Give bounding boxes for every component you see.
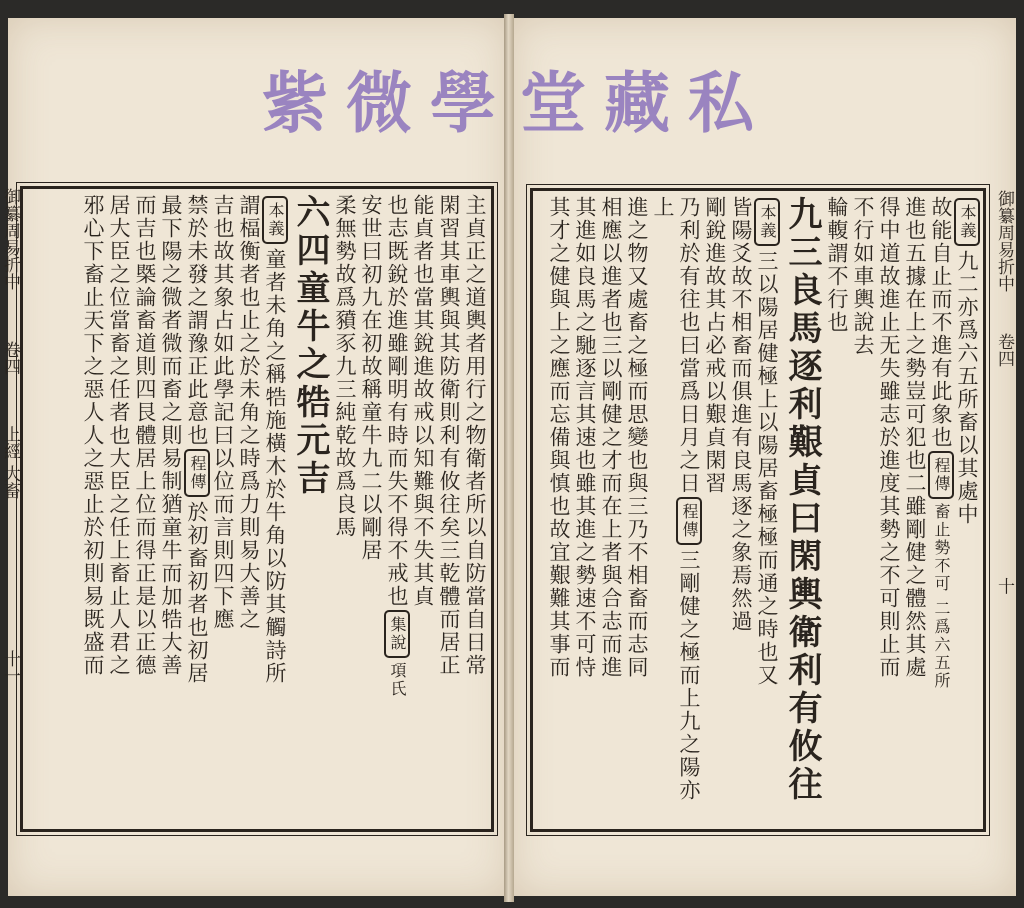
right-benyi-col-2: 皆陽爻故不相畜而俱進有良馬逐之象焉然過 [729,196,753,633]
tag-benyi-left: 本義 [262,196,288,244]
left-benyi-col-3: 吉也故其象占如此學記曰以位而言則四下應 [211,194,235,631]
tag-jishuo: 集說 [384,610,410,658]
book-gutter [504,14,514,902]
right-benyi-text-4: 乃利於有往也曰當爲日月之日 [677,196,701,495]
right-margin-title: 御纂周易折中 [994,190,1014,292]
tag-chengzhuan-left: 程傳 [184,449,210,497]
tag-chengzhuan-right: 程傳 [676,497,702,545]
right-benyi-col-4 [650,196,702,822]
right-top-text-1: 九二亦爲六五所畜以其處中 [955,250,979,526]
right-cheng-col-4: 其進如良馬之馳逐言其速也雖其進之勢速不可恃 [573,196,597,679]
right-cheng-col-5: 其才之健與上之應而忘備與慎也故宜艱難其事而 [547,196,571,679]
left-col-3-text: 能貞者也當其銳進故戒以知難與不失其貞 [411,194,435,608]
left-cheng-col-1 [184,194,210,822]
left-col-1: 主貞正之道輿者用行之物衛者所以自防當自日常 [463,194,487,677]
right-cheng-top-text: 畜止勢不可 二爲六五所 [932,503,951,691]
left-col-6: 柔無勢故爲豶豕九三純乾故爲良馬 [333,194,357,539]
left-margin-page: 十一 [0,649,20,684]
right-top-text-2: 故能自止而不進有此象也 [929,196,953,449]
tag-benyi-right-top: 本義 [954,198,980,246]
left-col-5: 安世曰初九在初故稱童牛九二以剛居 [359,194,383,562]
right-top-col-4: 得中道故進止无失雖志於進度其勢之不可則止而 [877,196,901,679]
right-top-col-5: 不行如車輿說去 [851,196,875,357]
right-cheng-col-3: 相應以進者也三以剛健之才而在上者與合志而進 [599,196,623,679]
right-cheng-col-2: 進之物又處畜之極而思變也與三乃不相畜而志同 [625,196,649,679]
left-margin [0,188,20,828]
right-benyi-col-1 [754,196,780,822]
jishuo-tail: 項氏 [388,662,407,698]
seal-text-left: 紫微學 [262,63,514,142]
left-col-2: 閑習其車輿與其防衛則利有攸往矣三乾體而居正 [437,194,461,677]
left-col-4-text: 也志既銳於進雖剛明有時而失不得不戒也 [385,194,409,608]
seal-text-right: 堂藏私 [520,63,772,142]
collector-seal-right [520,52,772,142]
left-cheng-text-1: 禁於未發之謂豫正此意也 [185,194,209,447]
right-margin [994,190,1014,830]
left-cheng-col-4: 而吉也槩論畜道則四艮體居上位而得正是以正德 [133,194,157,677]
right-margin-volume: 卷四 [994,332,1014,367]
left-benyi-col-2: 謂楅衡者也止之於未角之時爲力則易大善之 [237,194,261,631]
left-cheng-col-5: 居大臣之位當畜之任者也大臣之任上畜止人君之 [107,194,131,677]
right-page-text [540,196,980,822]
left-margin-title: 御纂周易折中 [0,188,20,290]
right-cheng-top [928,196,954,822]
right-top-col-6: 輪輹謂不行也 [825,196,849,334]
left-margin-section: 上經 大畜 [0,425,20,500]
left-page-text [34,194,488,822]
right-benyi-text-1: 三以陽居健極上以陽居畜極極而通之時也又 [755,250,779,687]
collector-seal-left [262,52,514,142]
left-margin-volume: 卷四 [0,340,20,375]
right-cheng-text-1: 三剛健之極而上九之陽亦上 [651,196,701,802]
right-margin-page: 十 [994,577,1014,595]
right-benyi-col-3: 剛銳進故其占必戒以艱貞閑習 [703,196,727,495]
left-cheng-col-6: 邪心下畜止天下之惡人人之惡止於初則易既盛而 [81,194,105,677]
left-col-4 [384,194,410,822]
left-benyi-text-1: 童者未角之稱牿施橫木於牛角以防其觸詩所 [263,248,287,685]
left-col-3 [410,194,436,822]
left-cheng-text-2: 於初畜初者也初居 [185,501,209,685]
left-cheng-col-3: 最下陽之微者微而畜之則易制猶童牛而加牿大善 [159,194,183,677]
right-top-col-3: 進也五據在上之勢豈可犯也二雖剛健之體然其處 [903,196,927,679]
left-benyi-col-1 [262,194,288,822]
tag-chengzhuan-right-top: 程傳 [928,451,954,499]
right-heading: 九三良馬逐利艱貞曰閑輿衛利有攸往 [782,196,822,804]
right-top-col-1 [954,196,980,822]
tag-benyi-right: 本義 [754,198,780,246]
left-heading: 六四童牛之牿元吉 [290,194,330,498]
